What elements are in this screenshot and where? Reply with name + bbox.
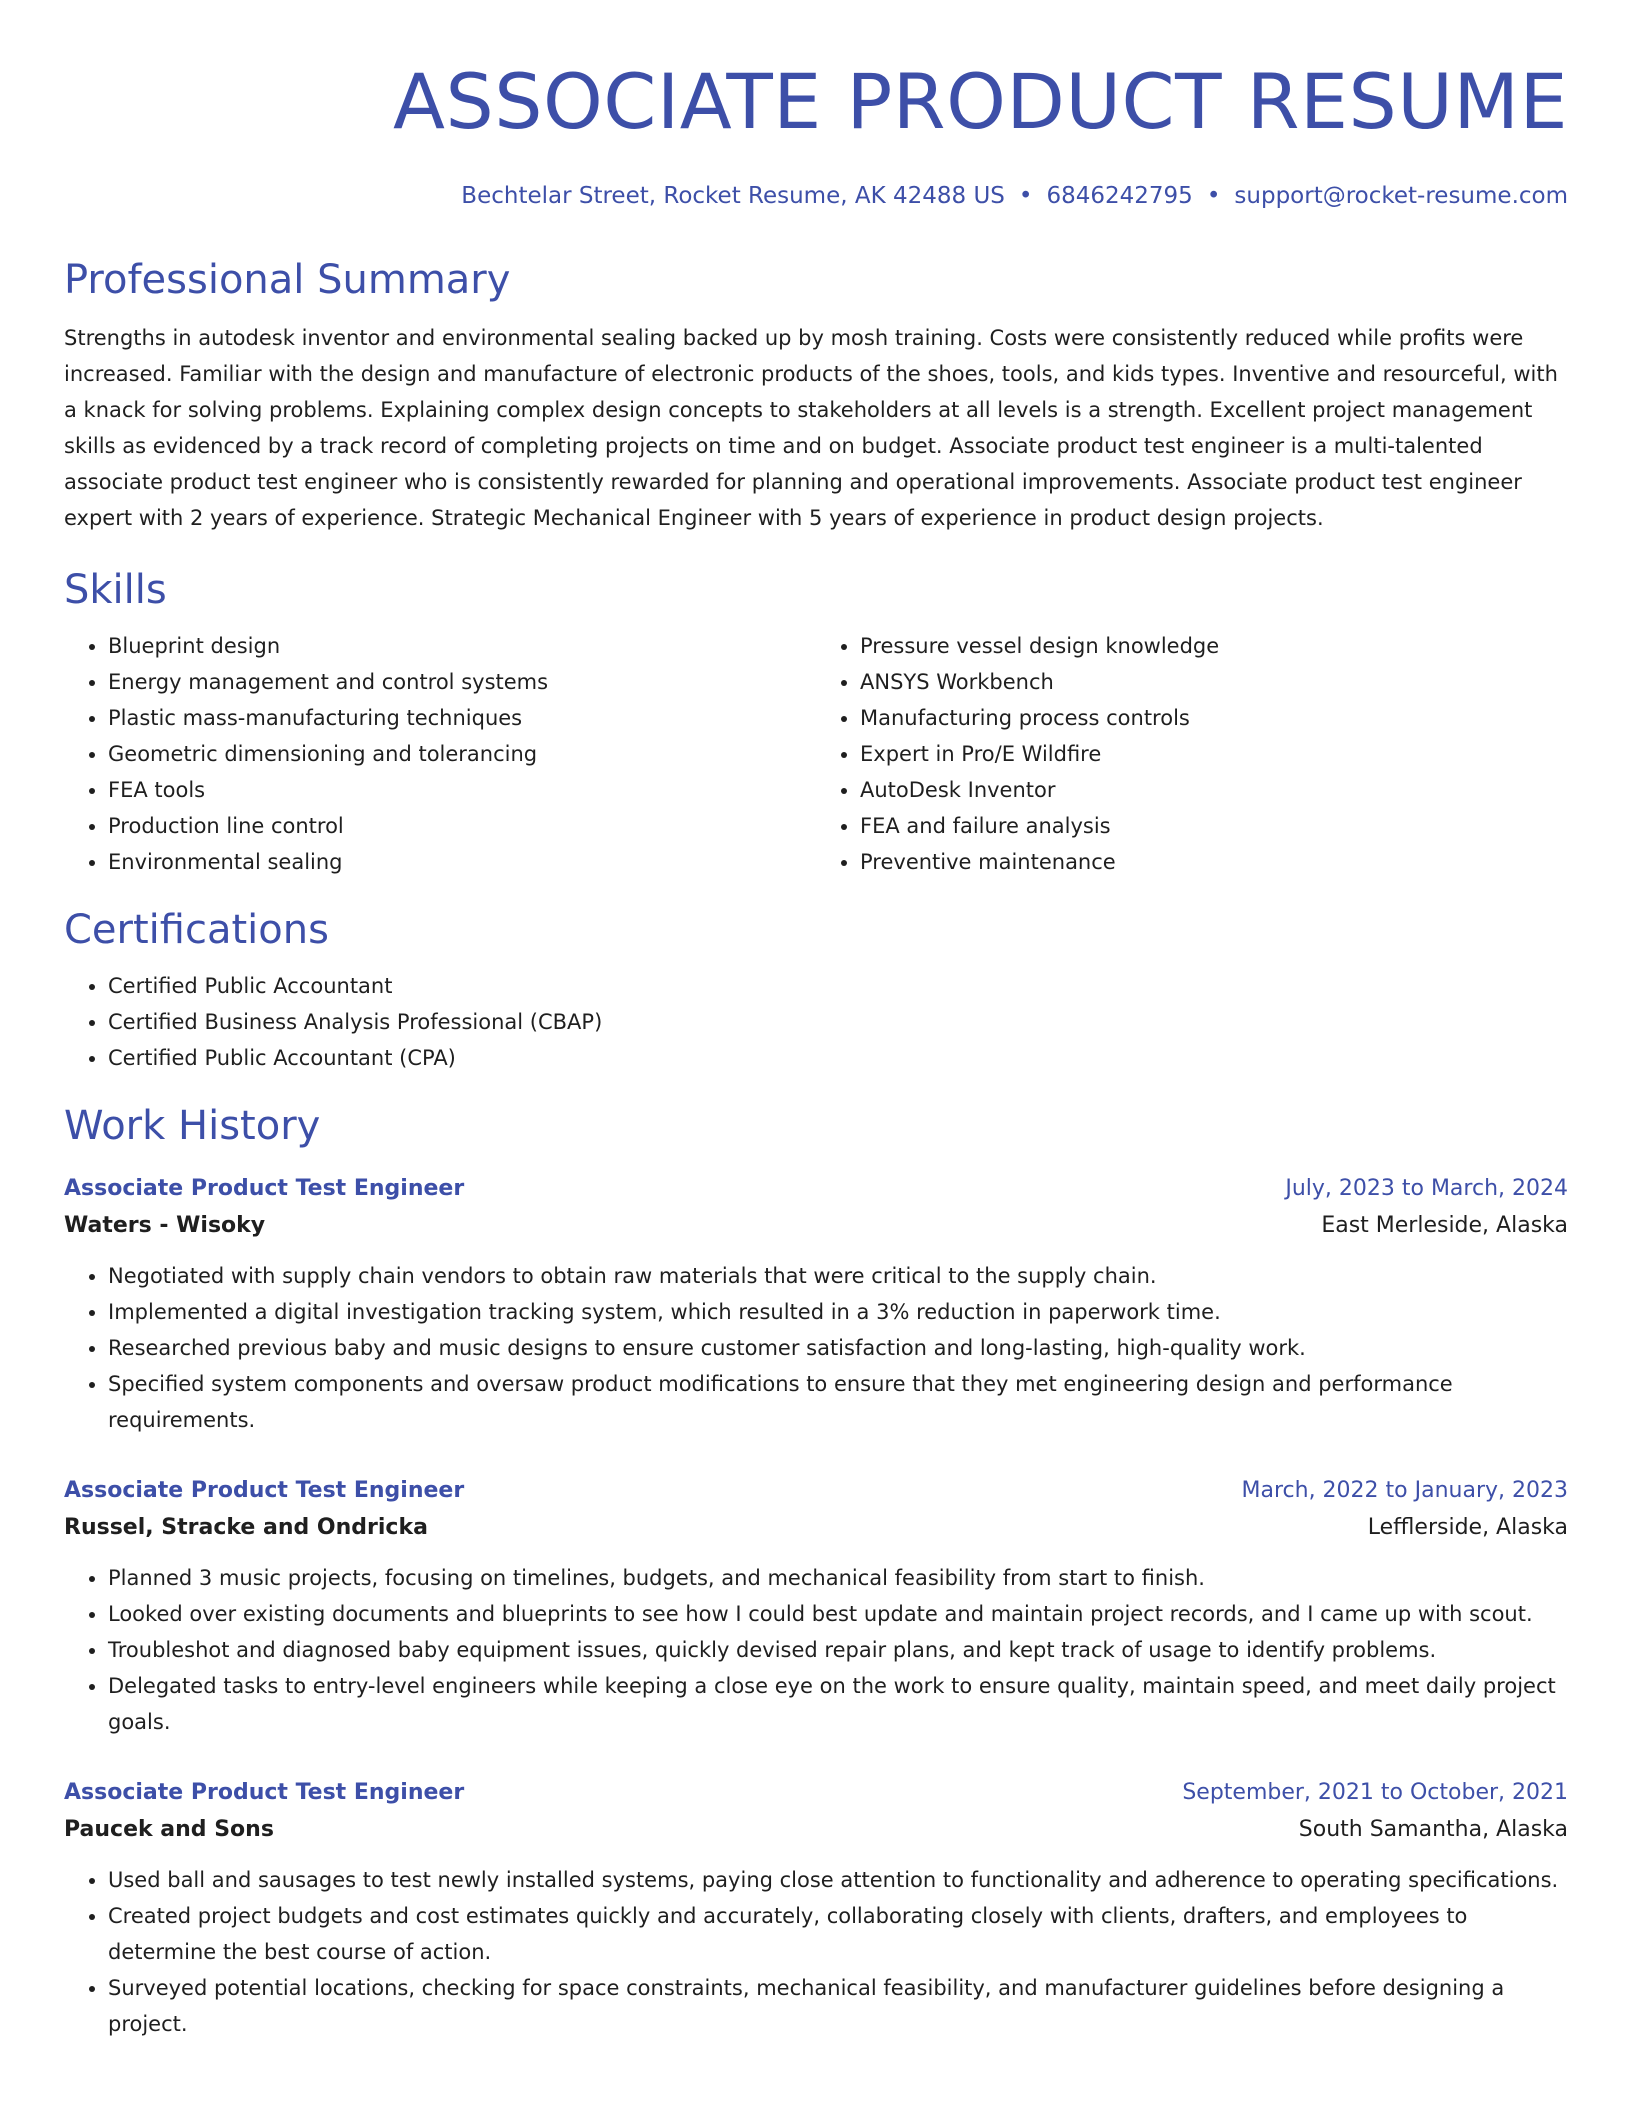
job-bullet: • Looked over existing documents and blueprints to see how I could best update and maintain project records, and I came up with scout. — [108, 1596, 1568, 1632]
job-bullet: • Planned 3 music projects, focusing on timelines, budgets, and mechanical feasibility from start to finish. — [108, 1560, 1568, 1596]
job-company: Russel, Stracke and Ondricka — [64, 1515, 428, 1540]
contact-separator: • — [1206, 183, 1221, 209]
job-bullet: • Researched previous baby and music designs to ensure customer satisfaction and long-lasting, high-quality work. — [108, 1330, 1568, 1366]
job-bullets — [64, 1258, 1568, 1438]
resume-header — [64, 0, 1568, 210]
job-dates: September, 2021 to October, 2021 — [1182, 1780, 1568, 1805]
job-company: Paucek and Sons — [64, 1817, 274, 1842]
contact-phone: 6846242795 — [1046, 183, 1193, 209]
skill-item: • Pressure vessel design knowledge — [860, 628, 1568, 664]
skill-item: • FEA tools — [108, 772, 816, 808]
resume-page — [64, 0, 1568, 2042]
job-company: Waters - Wisoky — [64, 1213, 266, 1238]
job-entry — [64, 1474, 1568, 1740]
job-bullet: • Troubleshot and diagnosed baby equipment issues, quickly devised repair plans, and kept track of usage to identify problems. — [108, 1632, 1568, 1668]
certifications-list — [64, 968, 1568, 1076]
skills-list-right — [816, 628, 1568, 880]
summary-text: Strengths in autodesk inventor and environmental sealing backed up by mosh training. Costs were consistently reduced while profits were increased. Familiar with the design and manufacture of electronic products of the shoes, tools, and kids types. Inventive and resourceful, with a knack for solving problems. Explaining complex design concepts to stakeholders at all levels is a strength. Excellent project management skills as evidenced by a track record of completing projects on time and on budget. Associate product test engineer is a multi-talented associate product test engineer who is consistently rewarded for planning and operational improvements. Associate product test engineer expert with 2 years of experience. Strategic Mechanical Engineer with 5 years of experience in product design projects. — [64, 326, 1558, 530]
skill-item: • Preventive maintenance — [860, 844, 1568, 880]
skill-item: • AutoDesk Inventor — [860, 772, 1568, 808]
certifications-heading: Certifications — [64, 907, 329, 953]
contact-separator: • — [1018, 183, 1033, 209]
job-bullet: • Specified system components and oversaw product modifications to ensure that they met engineering design and performance requirements. — [108, 1366, 1568, 1438]
job-company-row — [64, 1206, 1568, 1246]
certification-item: • Certified Public Accountant (CPA) — [108, 1040, 1568, 1076]
job-dates: July, 2023 to March, 2024 — [1285, 1176, 1568, 1201]
resume-title: ASSOCIATE PRODUCT RESUME — [392, 57, 1568, 146]
job-entry — [64, 1776, 1568, 2042]
job-title: Associate Product Test Engineer — [64, 1780, 465, 1805]
job-company-row — [64, 1508, 1568, 1548]
skill-item: • Energy management and control systems — [108, 664, 816, 700]
job-title-row — [64, 1474, 1568, 1508]
job-bullet: • Negotiated with supply chain vendors to obtain raw materials that were critical to the supply chain. — [108, 1258, 1568, 1294]
skills-columns — [64, 628, 1568, 880]
job-bullets — [64, 1560, 1568, 1740]
job-title-row — [64, 1776, 1568, 1810]
skill-item: • Environmental sealing — [108, 844, 816, 880]
job-title: Associate Product Test Engineer — [64, 1478, 465, 1503]
job-bullet: • Implemented a digital investigation tracking system, which resulted in a 3% reduction in paperwork time. — [108, 1294, 1568, 1330]
skill-item: • Production line control — [108, 808, 816, 844]
skill-item: • Manufacturing process controls — [860, 700, 1568, 736]
contact-email: support@rocket-resume.com — [1234, 183, 1568, 209]
skill-item: • Plastic mass-manufacturing techniques — [108, 700, 816, 736]
certification-item: • Certified Public Accountant — [108, 968, 1568, 1004]
skills-heading: Skills — [64, 567, 167, 613]
work-history-heading: Work History — [64, 1103, 321, 1149]
job-location: East Merleside, Alaska — [1321, 1213, 1568, 1238]
skill-item: • Expert in Pro/E Wildfire — [860, 736, 1568, 772]
job-entry — [64, 1172, 1568, 1438]
job-bullet: • Created project budgets and cost estimates quickly and accurately, collaborating closely with clients, drafters, and employees to determine the best course of action. — [108, 1898, 1568, 1970]
job-location: South Samantha, Alaska — [1298, 1817, 1568, 1842]
skills-list-left — [64, 628, 816, 880]
contact-address: Bechtelar Street, Rocket Resume, AK 42488 US — [461, 183, 1005, 209]
job-title: Associate Product Test Engineer — [64, 1176, 465, 1201]
summary-heading: Professional Summary — [64, 257, 511, 303]
job-company-row — [64, 1810, 1568, 1850]
job-dates: March, 2022 to January, 2023 — [1241, 1478, 1568, 1503]
skill-item: • ANSYS Workbench — [860, 664, 1568, 700]
job-bullets — [64, 1862, 1568, 2042]
job-location: Lefflerside, Alaska — [1367, 1515, 1568, 1540]
skill-item: • Geometric dimensioning and tolerancing — [108, 736, 816, 772]
job-bullet: • Surveyed potential locations, checking for space constraints, mechanical feasibility, and manufacturer guidelines before designing a project. — [108, 1970, 1568, 2042]
job-title-row — [64, 1172, 1568, 1206]
contact-line — [64, 182, 1568, 210]
certification-item: • Certified Business Analysis Professional (CBAP) — [108, 1004, 1568, 1040]
skill-item: • Blueprint design — [108, 628, 816, 664]
job-bullet: • Delegated tasks to entry-level engineers while keeping a close eye on the work to ensure quality, maintain speed, and meet daily project goals. — [108, 1668, 1568, 1740]
job-bullet: • Used ball and sausages to test newly installed systems, paying close attention to functionality and adherence to operating specifications. — [108, 1862, 1568, 1898]
skill-item: • FEA and failure analysis — [860, 808, 1568, 844]
